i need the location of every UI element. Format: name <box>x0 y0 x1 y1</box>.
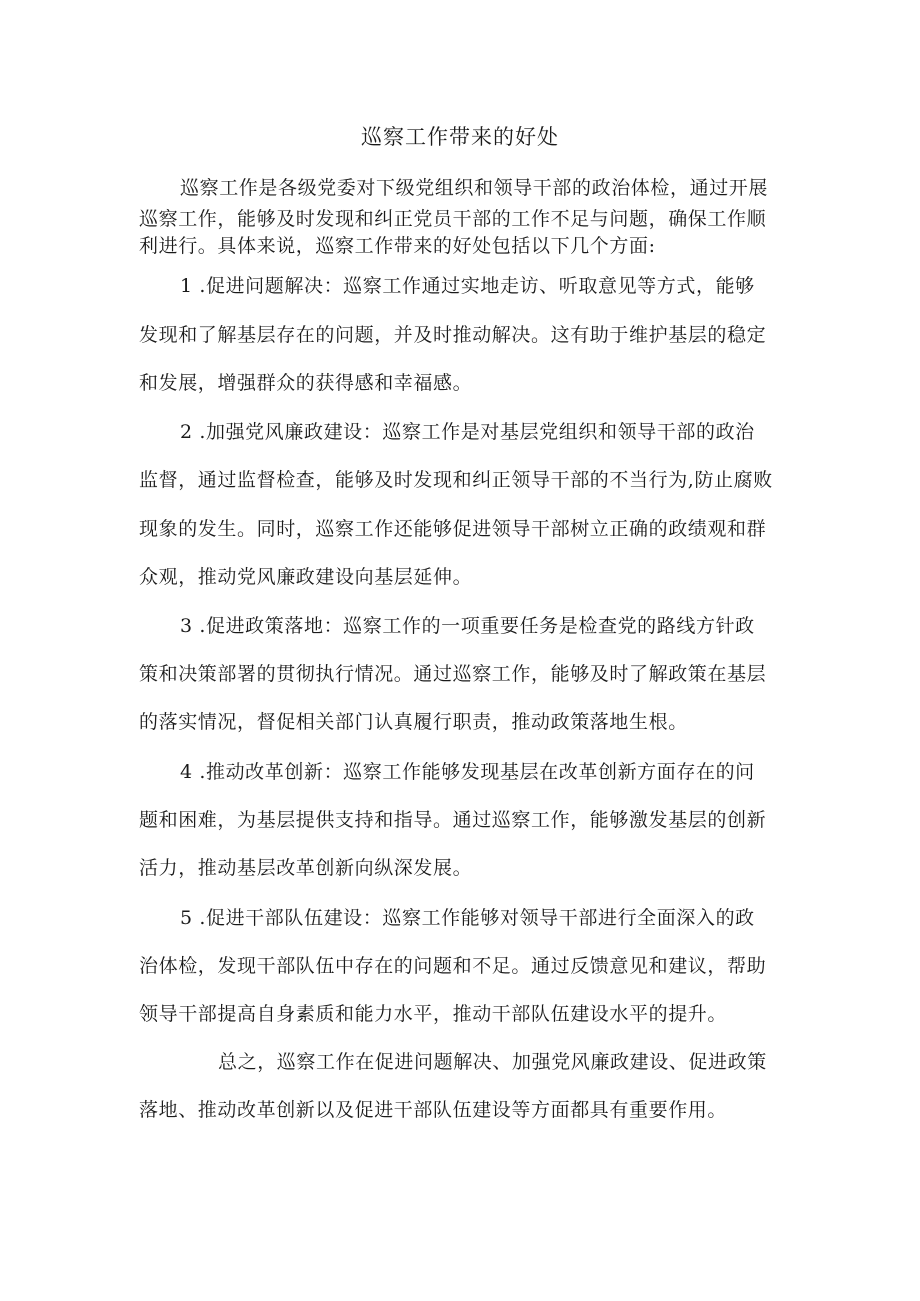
paragraph-line: 的落实情况，督促相关部门认真履行职责，推动政策落地生根。 <box>139 711 688 733</box>
paragraph-line: 众观，推动党风廉政建设向基层延伸。 <box>139 566 473 588</box>
document-title: 巡察工作带来的好处 <box>361 125 559 149</box>
paragraph-line: 4 .推动改革创新：巡察工作能够发现基层在改革创新方面存在的问 <box>180 761 755 783</box>
paragraph-line: 巡察工作，能够及时发现和纠正党员干部的工作不足与问题，确保工作顺 <box>139 208 767 230</box>
paragraph-line: 活力，推动基层改革创新向纵深发展。 <box>139 857 473 879</box>
paragraph-line: 治体检，发现干部队伍中存在的问题和不足。通过反馈意见和建议，帮助 <box>139 955 767 977</box>
paragraph-line: 巡察工作是各级党委对下级党组织和领导干部的政治体检，通过开展 <box>180 177 769 199</box>
paragraph-line: 领导干部提高自身素质和能力水平，推动干部队伍建设水平的提升。 <box>139 1003 728 1025</box>
paragraph-line: 3 .促进政策落地：巡察工作的一项重要任务是检查党的路线方针政 <box>180 615 755 637</box>
paragraph-line: 利进行。具体来说，巡察工作带来的好处包括以下几个方面: <box>139 235 656 257</box>
paragraph-line: 和发展，增强群众的获得感和幸福感。 <box>139 372 473 394</box>
paragraph-line: 落地、推动改革创新以及促进干部队伍建设等方面都具有重要作用。 <box>139 1099 728 1121</box>
paragraph-line: 1 .促进问题解决：巡察工作通过实地走访、听取意见等方式，能够 <box>180 275 755 297</box>
paragraph-line: 发现和了解基层存在的问题，并及时推动解决。这有助于维护基层的稳定 <box>139 324 767 346</box>
paragraph-line: 总之，巡察工作在促进问题解决、加强党风廉政建设、促进政策 <box>218 1051 767 1073</box>
paragraph-line: 题和困难，为基层提供支持和指导。通过巡察工作，能够激发基层的创新 <box>139 809 767 831</box>
paragraph-line: 2 .加强党风廉政建设：巡察工作是对基层党组织和领导干部的政治 <box>180 421 755 443</box>
paragraph-line: 5 .促进干部队伍建设：巡察工作能够对领导干部进行全面深入的政 <box>180 907 755 929</box>
paragraph-line: 监督，通过监督检查，能够及时发现和纠正领导干部的不当行为,防止腐败 <box>139 469 773 491</box>
paragraph-line: 现象的发生。同时，巡察工作还能够促进领导干部树立正确的政绩观和群 <box>139 518 767 540</box>
paragraph-line: 策和决策部署的贯彻执行情况。通过巡察工作，能够及时了解政策在基层 <box>139 663 767 685</box>
